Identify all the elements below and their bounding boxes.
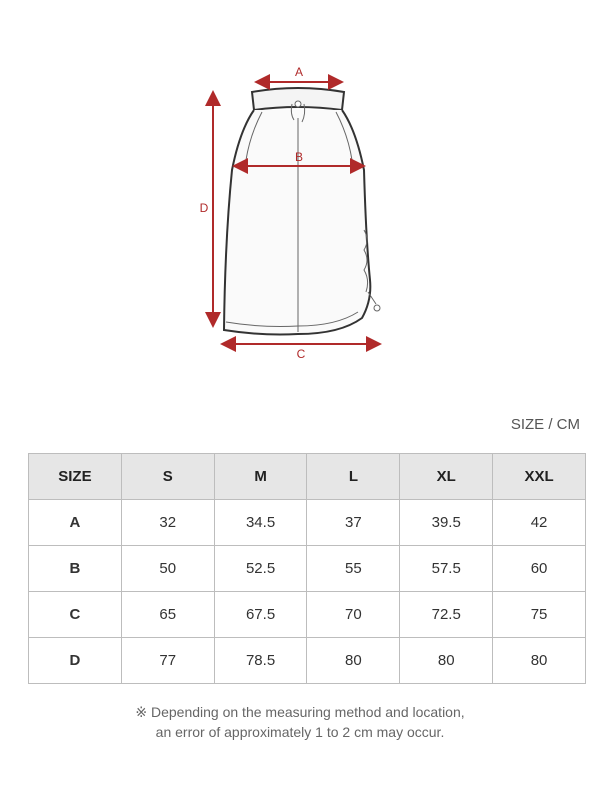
measure-a xyxy=(256,65,342,82)
row-label: A xyxy=(29,500,122,546)
table-cell: 60 xyxy=(493,546,586,592)
table-cell: 80 xyxy=(400,638,493,684)
row-label: B xyxy=(29,546,122,592)
table-row xyxy=(29,500,586,546)
table-cell: 34.5 xyxy=(214,500,307,546)
table-row xyxy=(29,592,586,638)
table-cell: 77 xyxy=(121,638,214,684)
table-header-row xyxy=(29,454,586,500)
row-label: C xyxy=(29,592,122,638)
table-cell: 39.5 xyxy=(400,500,493,546)
label-b: B xyxy=(294,150,304,164)
note-line-2: an error of approximately 1 to 2 cm may occur. xyxy=(155,724,445,740)
label-d: D xyxy=(199,201,209,215)
table-row xyxy=(29,546,586,592)
header-xxl: XXL xyxy=(493,454,586,500)
header-l: L xyxy=(307,454,400,500)
header-s: S xyxy=(121,454,214,500)
table-cell: 67.5 xyxy=(214,592,307,638)
measure-c xyxy=(222,344,380,361)
table-cell: 50 xyxy=(121,546,214,592)
table-cell: 80 xyxy=(307,638,400,684)
table-cell: 57.5 xyxy=(400,546,493,592)
table-cell: 72.5 xyxy=(400,592,493,638)
row-label: D xyxy=(29,638,122,684)
skirt-outline xyxy=(224,88,370,335)
table-cell: 32 xyxy=(121,500,214,546)
header-size: SIZE xyxy=(29,454,122,500)
header-xl: XL xyxy=(400,454,493,500)
table-cell: 70 xyxy=(307,592,400,638)
skirt-diagram xyxy=(0,0,600,380)
table-cell: 37 xyxy=(307,500,400,546)
label-c: C xyxy=(296,347,306,361)
table-cell: 42 xyxy=(493,500,586,546)
table-cell: 78.5 xyxy=(214,638,307,684)
table-cell: 55 xyxy=(307,546,400,592)
table-cell: 65 xyxy=(121,592,214,638)
size-table xyxy=(28,453,586,684)
note-line-1: ※ Depending on the measuring method and location, xyxy=(135,704,465,720)
measure-d xyxy=(200,92,213,326)
header-m: M xyxy=(214,454,307,500)
unit-label: SIZE / CM xyxy=(510,416,580,433)
label-a: A xyxy=(294,65,304,79)
measurement-note xyxy=(0,702,600,742)
table-cell: 75 xyxy=(493,592,586,638)
table-cell: 80 xyxy=(493,638,586,684)
table-cell: 52.5 xyxy=(214,546,307,592)
table-row xyxy=(29,638,586,684)
